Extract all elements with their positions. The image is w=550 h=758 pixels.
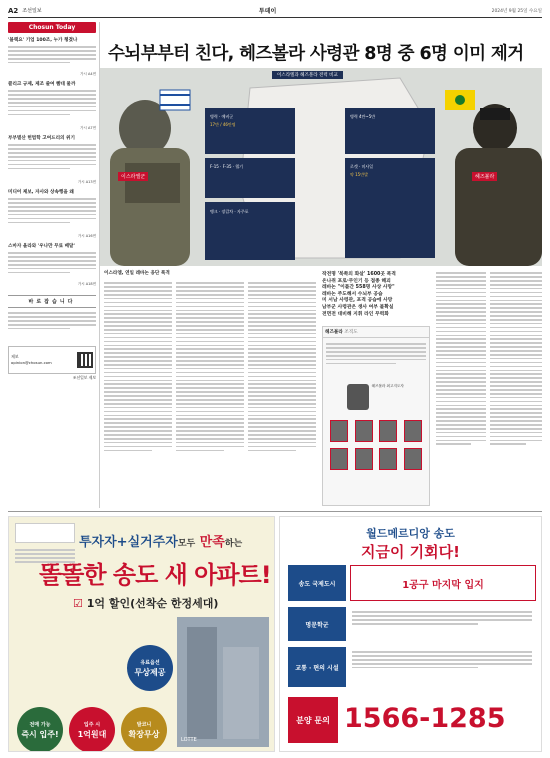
feature-text: 1공구 마지막 입지 [350,565,536,601]
israel-label: 이스라엘군 [118,172,148,181]
ad-benefits [17,707,167,752]
tip-label: 제보 [11,354,19,359]
sidebar-item[interactable] [8,244,96,287]
tip-box [8,346,96,374]
sidebar-item-ref: 가시 A7면 [80,126,96,130]
sidebar-item-title: 부부별산 헌법학 고여드리의 위기 [8,136,75,141]
hezbollah-label: 헤즈볼라 [472,172,497,181]
commander-photo [330,420,348,442]
svg-text:병력 · 예비군: 병력 · 예비군 [210,114,234,119]
benefit-badge: 발코니 확장무상 [121,707,167,752]
feature-label: 명문학군 [288,607,346,641]
issue-date: 2024년 9월 25일 수요일 [491,8,542,14]
article-headline: 수뇌부부터 친다, 헤즈볼라 사령관 8명 중 6명 이미 제거 [108,44,524,64]
apartment-ad-right[interactable] [279,516,542,752]
inquiry-label: 분양 문의 [288,697,338,743]
commander-photo [404,420,422,442]
sidebar-item-title: 미디어 제보, 자사와 상속행을 왜 [8,190,74,195]
subhead-block [322,272,430,318]
ad-separator [8,511,542,512]
body-column-2 [176,280,244,506]
ad-offer: ☑ 1억 할인(선착순 한정세대) [73,597,219,610]
body-column-1 [104,280,172,506]
chosun-today-sidebar [8,22,96,487]
leader-photo [347,384,369,410]
feature-label: 교통 · 편의 시설 [288,647,346,687]
qr-code-icon[interactable] [77,352,93,368]
war-graphic [100,68,542,266]
commander-photo [355,448,373,470]
page-number: A2 [8,6,19,15]
ad-tagline: 투자자+실거주자모두 만족하는 [79,535,243,550]
svg-text:약 15만발: 약 15만발 [350,172,368,177]
inquiry-phone[interactable]: 1566-1285 [344,703,506,734]
apartment-ad-left[interactable] [8,516,275,752]
sidebar-item[interactable] [8,136,96,185]
building-render [177,617,269,747]
benefit-badge: 전매 가능 즉시 입주! [17,707,63,752]
sidebar-title: Chosun Today [8,22,96,33]
hezbollah-org-chart [322,326,430,506]
subhead: 레바논 "이틀간 558명 사상 사망" [322,285,395,291]
sidebar-item-title: '블랙요' 기업 100조, 누가 챙겼나 [8,38,78,43]
sidebar-item[interactable] [8,38,96,77]
body-column-3 [248,280,316,506]
sidebar-item-ref: 가시 A18면 [77,282,96,286]
sidebar-item-ref: 가시 A4면 [80,72,96,76]
subhead: 온나쥐 포로·무인기 등 접종 해괴 [322,278,391,284]
building-label: LOTTE [181,737,197,743]
tip-email[interactable]: opinion@chosun.com [11,360,52,365]
svg-text:로켓 · 미사일: 로켓 · 미사일 [350,164,374,169]
corrections-title: 바로잡습니다 [8,295,96,308]
body-column-4 [436,270,486,506]
subhead: 전면전 대비해 지휘 라인 무력화 [322,311,389,317]
subhead: 작전명 '북쪽의 화살' 1600곳 폭격 [322,272,396,277]
benefit-badge: 유료옵션 무상제공 [127,645,173,691]
svg-text:17만 / 46만명: 17만 / 46만명 [210,122,236,127]
photo-caption: 이스라엘, 연일 레바논 융단 폭격 [104,271,170,276]
commander-photo [379,448,397,470]
section-name: 투데이 [258,8,277,15]
commander-photo [379,420,397,442]
page-header [8,4,542,18]
ad-headline: 똘똘한 송도 새 아파트! [39,561,271,589]
paper-name: 조선일보 [22,8,42,14]
subhead: 남부군 사령관은 생사 여부 불확실 [322,304,394,310]
svg-text:병력 4만~5만: 병력 4만~5만 [350,114,376,119]
checkbox-icon: ☑ [73,597,83,610]
ad-brand: 월드메르디앙 송도 [366,527,455,540]
svg-text:F-15 · F-35 · 헬기: F-15 · F-35 · 헬기 [210,164,244,169]
sidebar-item-title: 스마자 올라와 '우나만 무료 배달' [8,244,75,249]
ad-logo [15,523,75,543]
sidebar-item-ref: 가시 A16면 [77,234,96,238]
graphic-title: 이스라엘과 헤즈볼라 전력 비교 [272,71,343,79]
sidebar-item[interactable] [8,82,96,131]
commander-photo [330,448,348,470]
leader-label: 헤즈볼라 최고지도자 [371,384,404,388]
org-chart-title: 헤즈볼라 조직도 [323,327,429,338]
ad-slogan: 지금이 기회다! [360,543,460,561]
article-body [104,270,542,508]
subhead: 미 서남 사령관, 포격 공습에 사망 [322,298,393,304]
commander-photo [404,448,422,470]
subhead: 레바논 주도해서 수뇌부 공습 [322,291,383,297]
sidebar-item-title: 클리크 규제, 제조 줄여 뺨대 물까 [8,82,76,87]
svg-text:탱크 · 장갑차 · 자주포: 탱크 · 장갑차 · 자주포 [210,209,249,214]
benefit-badge: 입주 시 1억원대 [69,707,115,752]
commander-photo [355,420,373,442]
sidebar-item-ref: 가시 A13면 [77,180,96,184]
tip-qr-label: 조선일보 제보 [72,375,96,380]
body-column-5 [490,270,542,506]
graphic-illustration [100,68,542,266]
sidebar-item[interactable] [8,190,96,239]
feature-label: 송도 국제도시 [288,565,346,601]
